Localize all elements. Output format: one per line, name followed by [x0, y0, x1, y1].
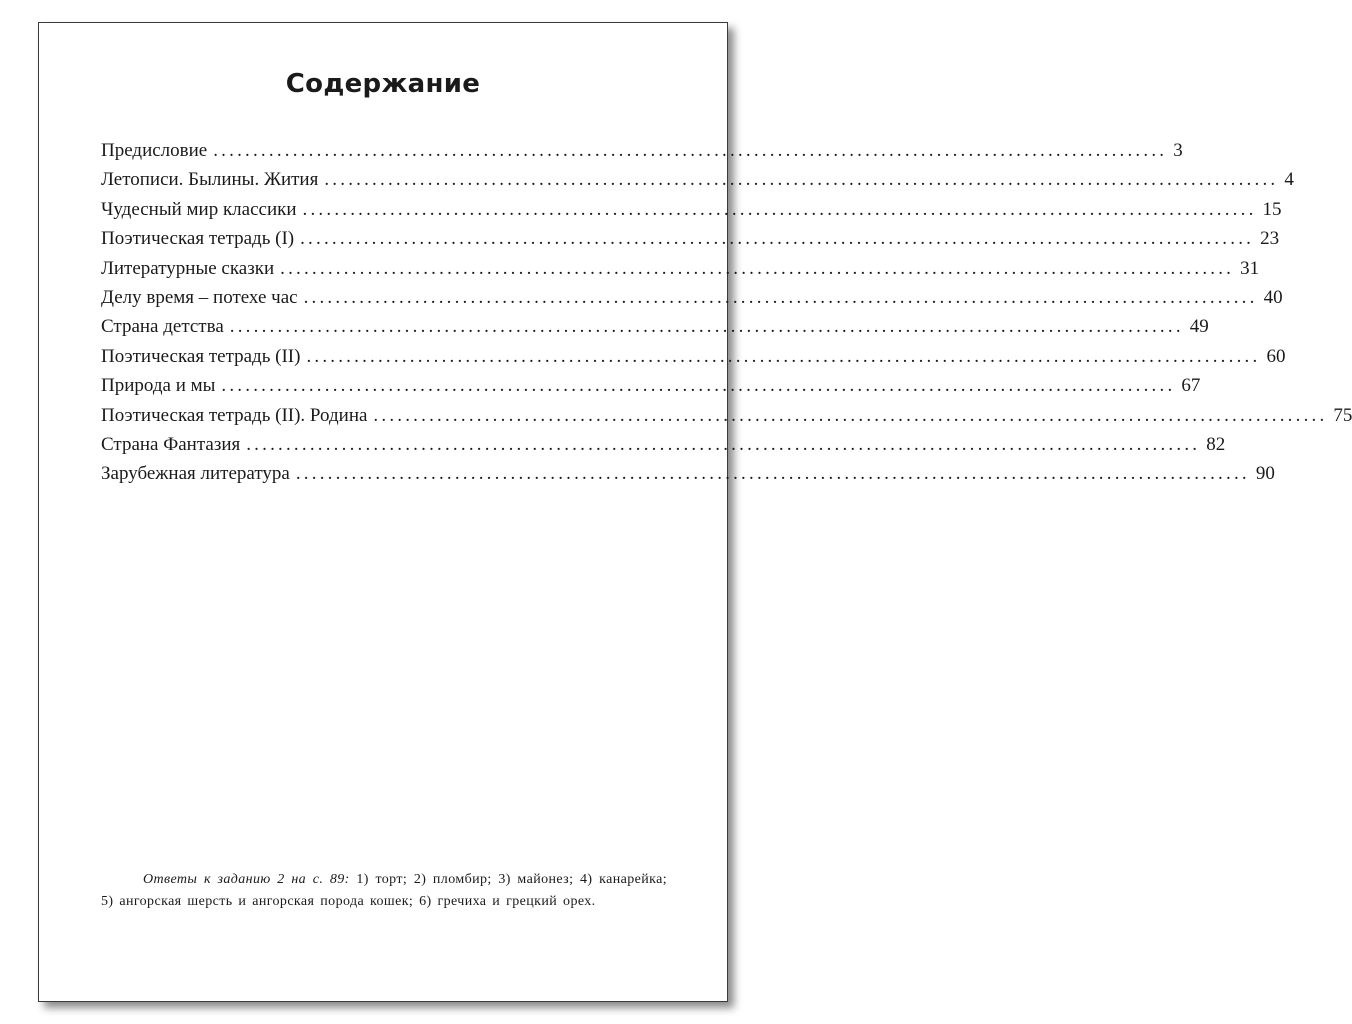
- toc-entry-label: Предисловие: [101, 140, 208, 161]
- toc-entry-label: Природа и мы: [101, 375, 216, 397]
- toc-entry-page: 3: [1173, 140, 1183, 161]
- toc-entry-label: Поэтическая тетрадь (I): [101, 228, 295, 250]
- toc-entry-page: 23: [1260, 228, 1280, 250]
- toc-leader-dots: ........................................................................................................................: [246, 433, 1201, 455]
- page-title: Содержание: [285, 69, 481, 99]
- table-of-contents: [101, 140, 1352, 493]
- toc-entry-page: 49: [1189, 316, 1209, 338]
- toc-leader-dots: ........................................................................................................................: [295, 463, 1250, 485]
- toc-leader-dots: ........................................................................................................................: [373, 404, 1328, 426]
- toc-entry: [101, 463, 1275, 492]
- toc-leader-dots: ........................................................................................................................: [302, 198, 1257, 220]
- toc-entry-label: Делу время – потехе час: [101, 286, 298, 308]
- toc-entry-label: Поэтическая тетрадь (II): [101, 345, 301, 367]
- toc-entry: [101, 228, 1280, 257]
- toc-entry-page: 67: [1181, 375, 1201, 397]
- toc-leader-dots: ........................................................................................................................: [221, 375, 1176, 397]
- toc-entry-page: 31: [1240, 257, 1260, 279]
- toc-entry: [101, 198, 1282, 228]
- toc-leader-dots: ........................................................................................................................: [300, 228, 1255, 250]
- toc-entry-label: Поэтическая тетрадь (II). Родина: [101, 404, 368, 426]
- toc-entry: [101, 316, 1209, 345]
- document-page: [38, 22, 1352, 1002]
- footnote-lead: Ответы к заданию 2 на с. 89:: [143, 872, 350, 887]
- footnote-text: 1) торт; 2) пломбир; 3) майонез; 4) канарейка; 5) ангорская шерсть и ангорская порода кошек; 6) гречиха и грецкий орех.: [101, 872, 668, 909]
- toc-entry: [101, 140, 1183, 169]
- toc-entry-label: Зарубежная литература: [101, 463, 290, 485]
- toc-leader-dots: ........................................................................................................................: [306, 345, 1261, 367]
- toc-entry: [101, 345, 1286, 375]
- toc-leader-dots: ........................................................................................................................: [280, 257, 1235, 279]
- toc-entry: [101, 286, 1283, 316]
- toc-entry: [101, 404, 1352, 434]
- toc-entry-page: 15: [1262, 198, 1282, 220]
- toc-entry: [101, 257, 1260, 287]
- toc-entry-label: Литературные сказки: [101, 257, 275, 279]
- toc-entry-page: 40: [1263, 286, 1283, 308]
- toc-entry-page: 75: [1333, 404, 1352, 426]
- toc-entry-page: 4: [1284, 169, 1294, 191]
- toc-entry-page: 60: [1266, 345, 1286, 367]
- toc-entry-page: 90: [1255, 463, 1275, 485]
- toc-entry-page: 82: [1206, 433, 1226, 455]
- toc-leader-dots: ........................................................................................................................: [213, 140, 1168, 161]
- toc-entry-label: Чудесный мир классики: [101, 198, 297, 220]
- toc-leader-dots: ........................................................................................................................: [303, 286, 1258, 308]
- toc-entry-label: Летописи. Былины. Жития: [101, 169, 319, 191]
- answers-footnote: [101, 869, 667, 913]
- toc-entry: [101, 433, 1226, 463]
- toc-leader-dots: ........................................................................................................................: [324, 169, 1279, 191]
- toc-entry-label: Страна Фантазия: [101, 433, 241, 455]
- toc-leader-dots: ........................................................................................................................: [229, 316, 1184, 338]
- toc-entry-label: Страна детства: [101, 316, 224, 338]
- toc-entry: [101, 375, 1201, 404]
- toc-entry: [101, 169, 1294, 198]
